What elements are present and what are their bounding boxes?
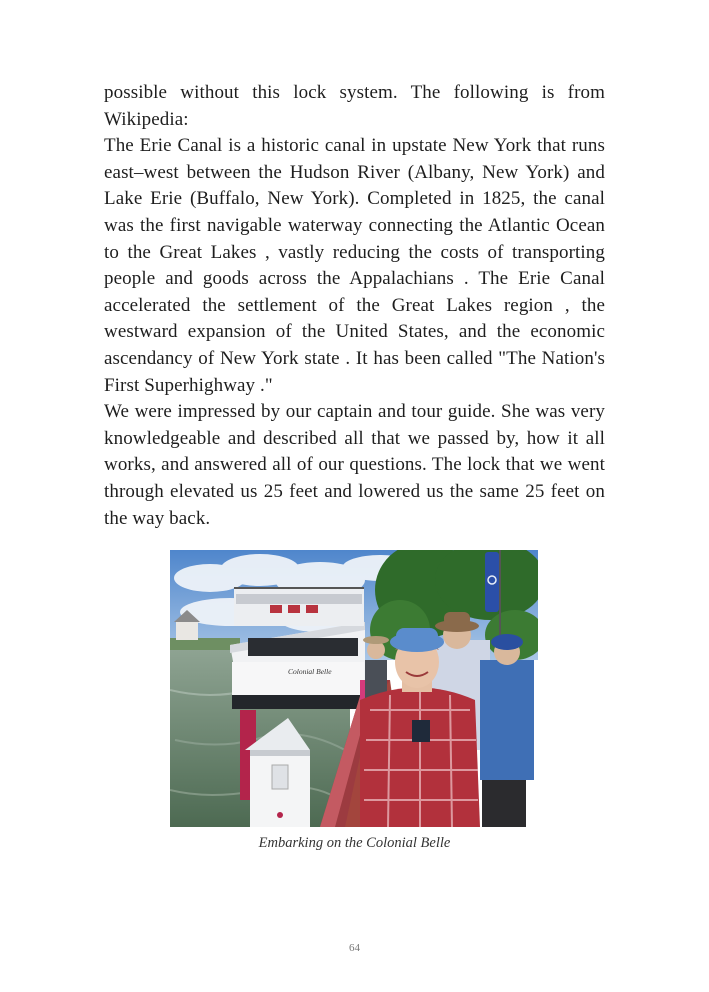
paragraph-3: We were impressed by our captain and tour guide. She was very knowledgeable and described all that we passed by, how it all works, and answered all of our questions. The lock that we went through elevated us 25 feet and lowered us the same 25 feet on the way back.	[104, 401, 605, 529]
photo-caption: Embarking on the Colonial Belle	[258, 835, 451, 851]
boat-name-label: Colonial Belle	[288, 667, 332, 676]
far-shore	[170, 638, 240, 652]
tour-boat	[230, 588, 365, 709]
paragraph-1: possible without this lock system. The following is from Wikipedia:	[104, 82, 605, 130]
page-number: 64	[349, 942, 360, 954]
banner-flag	[485, 552, 499, 612]
body-text	[104, 80, 605, 532]
boat-photo	[170, 550, 538, 827]
far-house	[176, 620, 198, 640]
person-blue-shirt	[480, 634, 534, 827]
paragraph-2: The Erie Canal is a historic canal in upstate New York that runs east–west between the Hudson River (Albany, New York) and Lake Erie (Buffalo, New York). Completed in 1825, the canal was the first navigable waterway connecting the Atlantic Ocean to the Great Lakes , vastly reducing the costs of transporting people and goods across the Appalachians . The Erie Canal accelerated the settlement of the Great Lakes region , the westward expansion of the United States, and the economic ascendancy of New York state . It has been called "The Nation's First Superhighway ."	[104, 135, 605, 396]
